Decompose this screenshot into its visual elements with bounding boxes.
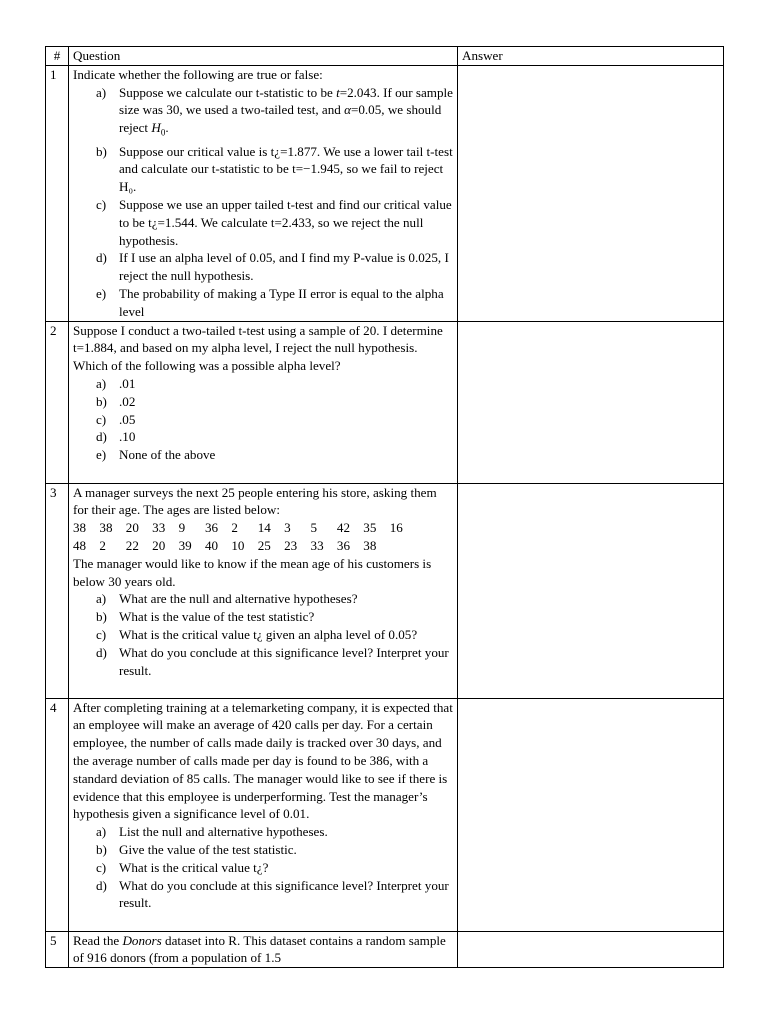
option-label: b) bbox=[96, 143, 107, 159]
option-item bbox=[96, 446, 453, 464]
question-intro: Indicate whether the following are true or false: bbox=[73, 66, 323, 82]
question-intro: After completing training at a telemarketing company, it is expected that an employee will make an average of 420 calls per day. For a certain employee, the number of calls made daily is tracked over 30 days, and the average number of calls made per day is found to be 386, with a standard deviation of 85 calls. The manager would like to see if there is evidence that this employee is underperforming. Test the manager’s hypothesis given a significance level of 0.01. bbox=[73, 699, 453, 822]
option-label: c) bbox=[96, 626, 107, 642]
question-cell bbox=[69, 931, 458, 968]
option-text: The probability of making a Type II error is equal to the alpha level bbox=[119, 285, 444, 319]
question-cell bbox=[69, 483, 458, 698]
age-value: 14 bbox=[257, 520, 271, 536]
option-text: Give the value of the test statistic. bbox=[119, 841, 297, 857]
option-label: b) bbox=[96, 393, 107, 409]
option-item bbox=[96, 841, 453, 859]
option-text: If I use an alpha level of 0.05, and I find my P-value is 0.025, I reject the null hypothesis. bbox=[119, 250, 449, 284]
question-cell bbox=[69, 698, 458, 931]
option-item bbox=[96, 249, 453, 285]
option-list bbox=[73, 375, 453, 464]
option-label: d) bbox=[96, 250, 107, 266]
question-row-1 bbox=[46, 65, 724, 321]
option-label: c) bbox=[96, 411, 107, 427]
header-question: Question bbox=[69, 47, 458, 66]
age-value: 10 bbox=[231, 537, 245, 553]
question-middle: The manager would like to know if the mean age of his customers is below 30 years old. bbox=[73, 555, 432, 589]
age-value: 5 bbox=[310, 520, 318, 536]
age-value: 38 bbox=[99, 520, 113, 536]
question-row-4 bbox=[46, 698, 724, 931]
answer-cell[interactable] bbox=[458, 65, 724, 321]
option-text: Suppose we use an upper tailed t-test and find our critical value to be t¿=1.544. We calculate t=2.433, so we reject the null hypothesis. bbox=[119, 196, 452, 248]
option-item bbox=[96, 608, 453, 626]
option-label: a) bbox=[96, 375, 107, 391]
option-list bbox=[73, 84, 453, 321]
option-item bbox=[96, 143, 453, 196]
option-list bbox=[73, 823, 453, 912]
question-cell bbox=[69, 65, 458, 321]
option-item bbox=[96, 877, 453, 913]
option-text: What are the null and alternative hypotheses? bbox=[119, 591, 358, 607]
option-item bbox=[96, 411, 453, 429]
age-value: 48 bbox=[73, 537, 87, 553]
option-label: a) bbox=[96, 824, 107, 840]
age-value: 20 bbox=[152, 537, 166, 553]
answer-cell[interactable] bbox=[458, 483, 724, 698]
age-value: 22 bbox=[125, 537, 139, 553]
option-text: List the null and alternative hypotheses. bbox=[119, 824, 328, 840]
age-value: 39 bbox=[178, 537, 192, 553]
option-item bbox=[96, 823, 453, 841]
option-item bbox=[96, 375, 453, 393]
option-label: e) bbox=[96, 285, 107, 301]
age-value: 9 bbox=[178, 520, 186, 536]
question-row-2 bbox=[46, 321, 724, 483]
option-label: d) bbox=[96, 644, 107, 660]
option-label: d) bbox=[96, 877, 107, 893]
option-item bbox=[96, 859, 453, 877]
question-row-3 bbox=[46, 483, 724, 698]
age-value: 16 bbox=[389, 520, 403, 536]
question-number: 2 bbox=[46, 321, 69, 483]
option-label: b) bbox=[96, 841, 107, 857]
question-number: 4 bbox=[46, 698, 69, 931]
age-value: 38 bbox=[363, 537, 377, 553]
age-value: 36 bbox=[336, 537, 350, 553]
option-item bbox=[96, 393, 453, 411]
header-row bbox=[46, 47, 724, 66]
question-number: 5 bbox=[46, 931, 69, 968]
age-value: 36 bbox=[204, 520, 219, 536]
age-value: 25 bbox=[257, 537, 271, 553]
age-value: 35 bbox=[363, 520, 377, 536]
option-item bbox=[96, 428, 453, 446]
option-text: Suppose we calculate our t-statistic to be t=2.043. If our sample size was 30, we used a two-tailed test, and α=0.05, we should reject $H_0$. bbox=[119, 84, 453, 138]
answer-cell[interactable] bbox=[458, 698, 724, 931]
age-value: 42 bbox=[336, 520, 350, 536]
dataset-name: Donors bbox=[122, 932, 162, 948]
option-item bbox=[96, 285, 453, 321]
option-text: What is the value of the test statistic? bbox=[119, 609, 315, 625]
ages-list bbox=[73, 519, 443, 555]
option-label: e) bbox=[96, 447, 107, 463]
option-item bbox=[96, 626, 453, 644]
age-value: 2 bbox=[231, 520, 238, 536]
option-label: c) bbox=[96, 196, 107, 212]
option-text: .05 bbox=[119, 411, 136, 427]
question-intro: A manager surveys the next 25 people entering his store, asking them for their age. The ages are listed below: bbox=[73, 484, 437, 518]
age-value: 2 bbox=[99, 537, 106, 553]
option-list bbox=[73, 590, 453, 679]
option-text: None of the above bbox=[119, 447, 216, 463]
option-label: d) bbox=[96, 429, 107, 445]
answer-cell[interactable] bbox=[458, 931, 724, 968]
age-value: 33 bbox=[152, 520, 166, 536]
question-number: 1 bbox=[46, 65, 69, 321]
option-label: c) bbox=[96, 859, 107, 875]
option-text: .02 bbox=[119, 393, 136, 409]
option-label: b) bbox=[96, 609, 107, 625]
question-intro: Suppose I conduct a two-tailed t-test using a sample of 20. I determine t=1.884, and based on my alpha level, I reject the null hypothesis. Which of the following was a possible alpha level? bbox=[73, 322, 443, 374]
header-num: # bbox=[46, 47, 69, 66]
option-text: What do you conclude at this significance level? Interpret your result. bbox=[119, 644, 449, 678]
age-value: 33 bbox=[310, 537, 324, 553]
option-text: .01 bbox=[119, 375, 136, 391]
option-text: What is the critical value t¿? bbox=[119, 859, 269, 875]
age-value: 40 bbox=[204, 537, 219, 553]
age-value: 3 bbox=[284, 520, 291, 536]
option-item bbox=[96, 644, 453, 680]
option-item bbox=[96, 84, 453, 143]
option-text: Suppose our critical value is t¿=1.877. We use a lower tail t-test and calculate our t-statistic to be t=−1.945, so we fail to reject H₀. bbox=[119, 143, 453, 195]
header-answer: Answer bbox=[458, 47, 724, 66]
answer-cell[interactable] bbox=[458, 321, 724, 483]
question-row-5 bbox=[46, 931, 724, 968]
age-value: 20 bbox=[125, 520, 139, 536]
question-intro: Read the Donors dataset into R. This dataset contains a random sample of 916 donors (from a population of 1.5 bbox=[73, 932, 446, 966]
option-item bbox=[96, 196, 453, 249]
option-label: a) bbox=[96, 84, 107, 100]
question-cell bbox=[69, 321, 458, 483]
age-value: 23 bbox=[284, 537, 298, 553]
option-item bbox=[96, 590, 453, 608]
option-text: .10 bbox=[119, 429, 136, 445]
question-number: 3 bbox=[46, 483, 69, 698]
option-label: a) bbox=[96, 591, 107, 607]
age-value: 38 bbox=[73, 520, 87, 536]
option-text: What is the critical value t¿ given an alpha level of 0.05? bbox=[119, 626, 418, 642]
question-table bbox=[45, 46, 724, 968]
option-text: What do you conclude at this significance level? Interpret your result. bbox=[119, 877, 449, 911]
